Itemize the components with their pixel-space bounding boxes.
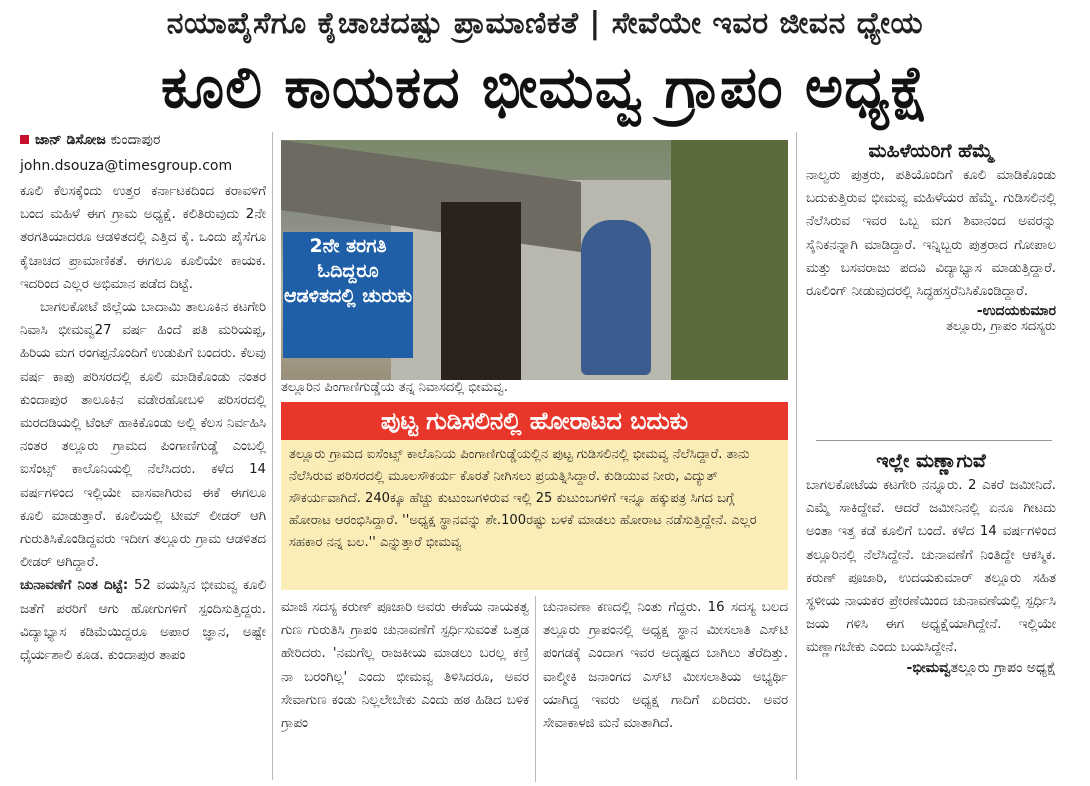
- column-divider: [796, 132, 797, 780]
- signature-role: ತಲ್ಲೂರು ಗ್ರಾಪಂ ಅಧ್ಯಕ್ಷೆ: [950, 659, 1056, 676]
- paragraph: 52 ವಯಸ್ಸಿನ ಭೀಮವ್ವ ಕೂಲಿ ಜತೆಗೆ ಪರರಿಗೆ ಆಗು ಹೋಗುಗಳಿಗೆ ಸ್ಪಂದಿಸುತ್ತಿದ್ದರು. ವಿದ್ಯಾಭ್ಯಾಸ ಕಡಿಮೆಯಿದ್ದರೂ ಅಪಾರ ಜ್ಞಾನ, ಅಷ್ಟೇ ಧೈರ್ಯಶಾಲಿ ಕೂಡ. ಕುಂದಾಪುರ ತಾಪಂ: [20, 578, 266, 664]
- column-2: ಮಾಜಿ ಸದಸ್ಯ ಕರುಣ್ ಪೂಜಾರಿ ಅವರು ಈಕೆಯ ನಾಯಕತ್ವ ಗುಣ ಗುರುತಿಸಿ ಗ್ರಾಪಂ ಚುನಾವಣೆಗೆ ಸ್ಪರ್ಧಿಸುವಂತೆ ಒತ್ತಡ ಹೇರಿದರು. 'ನಮಗೆಲ್ಲ ರಾಜಕೀಯ ಮಾಡಲು ಬರಲ್ಲ ಕಣ್ರಿ ನಾ ಬರಂಗಿಲ್ಲ' ಎಂದು ಭೀಮವ್ವ ತಿಳಿಸಿದರೂ, ಅವರ ಸೇವಾಗುಣ ಕಂಡು ನಿಲ್ಲಲೇಬೇಕು ಎಂದು ಹಠ ಹಿಡಿದ ಬಳಿಕ ಗ್ರಾಪಂ: [281, 600, 529, 732]
- box-title: ಪುಟ್ಟ ಗುಡಿಸಲಿನಲ್ಲಿ ಹೋರಾಟದ ಬದುಕು: [281, 402, 788, 440]
- doorway-shape: [441, 202, 521, 380]
- bullet-square-icon: [20, 135, 29, 144]
- column-divider: [272, 132, 273, 780]
- sidebar-signature: [806, 660, 1056, 676]
- paragraph: ಕೂಲಿ ಕೆಲಸಕ್ಕೆಂದು ಉತ್ತರ ಕರ್ನಾಟಕದಿಂದ ಕರಾವಳಿಗೆ ಬಂದ ಮಹಿಳೆ ಈಗ ಗ್ರಾಮ ಅಧ್ಯಕ್ಷೆ. ಕಲಿತಿರುವುದು 2ನೇ ತರಗತಿಯಾದರೂ ಆಡಳಿತದಲ್ಲಿ ಎತ್ತಿದ ಕೈ. ಒಂದು ಪೈಸೆಗೂ ಕೈಚಾಚದ ಪ್ರಾಮಾಣಿಕತೆ. ಈಗಲೂ ಕೂಲಿಯೇ ಕಾಯಕ. ಇದರಿಂದ ಎಲ್ಲರ ಅಭಿಮಾನ ಪಡೆದ ದಿಟ್ಟೆ.: [20, 184, 266, 292]
- sidebar-quote-2: [806, 450, 1056, 676]
- dateline-place: ಕುಂದಾಪುರ: [110, 132, 161, 148]
- signature-name: -ಭೀಮವ್ವ: [906, 659, 951, 676]
- paragraph: ಬಾಗಲಕೋಟೆ ಜಿಲ್ಲೆಯ ಬಾದಾಮಿ ತಾಲೂಕಿನ ಕಟಗೇರಿ ನಿವಾಸಿ ಭೀಮವ್ವ27 ವರ್ಷ ಹಿಂದೆ ಪತಿ ಮರಿಯಪ್ಪ, ಹಿರಿಯ ಮಗ ರಂಗಪ್ಪನೊಂದಿಗೆ ಉಡುಪಿಗೆ ಬಂದರು. ಕೆಲವು ವರ್ಷ ಕಾಪು ಪರಿಸರದಲ್ಲಿ ಕೂಲಿ ಮಾಡಿಕೊಂಡು ನಂತರ ಕುಂದಾಪುರ ತಾಲೂಕಿನ ವಡೇರಹೋಬಳಿ ಪರಿಸರದಲ್ಲಿ ಮರದಡಿಯಲ್ಲಿ ಟೆಂಟ್ ಹಾಕಿಕೊಂಡು ಅಲ್ಲಿ ಕೆಲಸ ನಿರ್ವಹಿಸಿ ನಂತರ ತಲ್ಲೂರು ಗ್ರಾಮದ ಪಿಂಗಾಣಿಗುಡ್ಡೆ ಎಂಬಲ್ಲಿ ಐಸೆಂಟ್ಸ್ ಕಾಲೊನಿಯಲ್ಲಿ ನೆಲೆಸಿದರು. ಕಳೆದ 14 ವರ್ಷಗಳಿಂದ ಇಲ್ಲಿಯೇ ವಾಸವಾಗಿರುವ ಈಕೆ ಈಗಲೂ ಕೂಲಿ ಮಾಡುತ್ತಾರೆ. ಕೂಲಿಯಲ್ಲಿ ಟೀಮ್ ಲೀಡರ್ ಆಗಿ ಗುರುತಿಸಿಕೊಂಡಿದ್ದವರು ಇದೀಗ ತಲ್ಲೂರು ಗ್ರಾಮ ಆಡಳಿತದ ಲೀಡರ್ ಆಗಿದ್ದಾರೆ.: [20, 300, 266, 571]
- sidebar-quote-1: [806, 140, 1056, 334]
- author: ಜಾನ್ ಡಿಸೋಜ: [35, 132, 106, 148]
- kicker: ನಯಾಪೈಸೆಗೂ ಕೈಚಾಚದಷ್ಟು ಪ್ರಾಮಾಣಿಕತೆ | ಸೇವೆಯೇ ಇವರ ಜೀವನ ಧ್ಯೇಯ: [166, 6, 924, 41]
- box-text: ತಲ್ಲೂರು ಗ್ರಾಮದ ಐಸೆಂಟ್ಸ್ ಕಾಲೊನಿಯ ಪಿಂಗಾಣಿಗುಡ್ಡೆಯಲ್ಲಿನ ಪುಟ್ಟ ಗುಡಿಸಲಿನಲ್ಲಿ ಭೀಮವ್ವ ನೆಲೆಸಿದ್ದಾರೆ. ತಾನು ನೆಲೆಸಿರುವ ಪರಿಸರದಲ್ಲಿ ಮೂಲಸೌಕರ್ಯ ಕೊರತೆ ನೀಗಿಸಲು ಪ್ರಯತ್ನಿಸಿದ್ದಾರೆ. ಕುಡಿಯುವ ನೀರು, ವಿದ್ಯುತ್ ಸೌಕರ್ಯವಾಗಿದೆ. 240ಕ್ಕೂ ಹೆಚ್ಚು ಕುಟುಂಬಗಳಿರುವ ಇಲ್ಲಿ 25 ಕುಟುಂಬಗಳಿಗೆ ಇನ್ನೂ ಹಕ್ಕುಪತ್ರ ಸಿಗದ ಬಗ್ಗೆ ಹೋರಾಟ ಆರಂಭಿಸಿದ್ದಾರೆ. ''ಅಧ್ಯಕ್ಷ ಸ್ಥಾನವನ್ನು ಶೇ.100ರಷ್ಟು ಬಳಕೆ ಮಾಡಲು ಹೋರಾಟ ನಡೆಸುತ್ತಿದ್ದೇನೆ. ಎಲ್ಲರ ಸಹಕಾರ ನನ್ನ ಬಲ.'' ಎನ್ನುತ್ತಾರೆ ಭೀಮವ್ವ: [281, 440, 788, 590]
- headline: ಕೂಲಿ ಕಾಯಕದ ಭೀಮವ್ವ ಗ್ರಾಪಂ ಅಧ್ಯಕ್ಷೆ: [161, 53, 929, 121]
- column-1: [20, 180, 266, 780]
- sidebar-signature-role: ತಲ್ಲೂರು, ಗ್ರಾಪಂ ಸದಸ್ಯರು: [946, 319, 1056, 335]
- sidebar-title: ಮಹಿಳೆಯರಿಗೆ ಹೆಮ್ಮೆ: [868, 140, 994, 162]
- column-3: ಚುನಾವಣಾ ಕಣದಲ್ಲಿ ನಿಂತು ಗೆದ್ದರು. 16 ಸದಸ್ಯ ಬಲದ ತಲ್ಲೂರು ಗ್ರಾಪಂನಲ್ಲಿ ಅಧ್ಯಕ್ಷ ಸ್ಥಾನ ಮೀಸಲಾತಿ ಎಸ್‌ಟಿ ಪಂಗಡಕ್ಕೆ ಎಂದಾಗ ಇವರ ಅದೃಷ್ಟದ ಬಾಗಿಲು ತೆರೆದಿತ್ತು. ವಾಲ್ಮೀಕಿ ಜನಾಂಗದ ಎಸ್‌ಟಿ ಮೀಸಲಾತಿಯ ಅಭ್ಯರ್ಥಿ ಯಾಗಿದ್ದ ಇವರು ಅಧ್ಯಕ್ಷ ಗಾದಿಗೆ ಏರಿದರು. ಅವರ ಸೇವಾಕಾಳಜಿ ಮನೆ ಮಾತಾಗಿದೆ.: [543, 600, 788, 732]
- sidebar-text: ಬಾಗಲಕೋಟೆಯ ಕಟಗೇರಿ ನನ್ನೂರು. 2 ಎಕರೆ ಜಮೀನಿದೆ. ಎಮ್ಮೆ ಸಾಕಿದ್ದೇವೆ. ಆದರೆ ಜಮೀನಿನಲ್ಲಿ ಏನೂ ಗೀಟದು ಅಂತಾ ಇತ್ತ ಕಡೆ ಕೂಲಿಗೆ ಬಂದೆ. ಕಳೆದ 14 ವರ್ಷಗಳಿಂದ ತಲ್ಲೂರಿನಲ್ಲಿ ನೆಲೆಸಿದ್ದೇನೆ. ಚುನಾವಣೆಗೆ ನಿಂತಿದ್ದೇ ಆಕಸ್ಮಿಕ. ಕರುಣ್ ಪೂಜಾರಿ, ಉದಯಕುಮಾರ್ ತಲ್ಲೂರು ಸಹಿತ ಸ್ಥಳೀಯ ನಾಯಕರ ಪ್ರೇರಣೆಯಿಂದ ಚುನಾವಣೆಯಲ್ಲಿ ಸ್ಪರ್ಧಿಸಿ ಜಯ ಗಳಿಸಿ ಈಗ ಅಧ್ಯಕ್ಷೆಯಾಗಿದ್ದೇನೆ. ಇಲ್ಲಿಯೇ ಮಣ್ಣಾಗಬೇಕು ಎಂದು ಬಯಸಿದ್ದೇನೆ.: [806, 478, 1056, 656]
- column-divider: [535, 596, 536, 782]
- person-figure: [581, 220, 651, 375]
- subhead-inline: ಚುನಾವಣೆಗೆ ನಿಂತ ದಿಟ್ಟೆ:: [20, 578, 129, 594]
- sidebar-text: ನಾಲ್ವರು ಪುತ್ರರು, ಪತಿಯೊಂದಿಗೆ ಕೂಲಿ ಮಾಡಿಕೊಂಡು ಬದುಕುತ್ತಿರುವ ಭೀಮವ್ವ ಮಹಿಳೆಯರ ಹೆಮ್ಮೆ. ಗುಡಿಸಲಿನಲ್ಲಿ ನೆಲೆಸಿರುವ ಇವರ ಒಬ್ಬ ಮಗ ಶಿವಾನಂದ ಅವರನ್ನು ಸೈನಿಕನನ್ನಾಗಿ ಮಾಡಿದ್ದಾರೆ. ಇನ್ನಿಬ್ಬರು ಪುತ್ರರಾದ ಗೋಪಾಲ ಮತ್ತು ಬಸವರಾಜು ಪದವಿ ವಿದ್ಯಾಭ್ಯಾಸ ಮಾಡುತ್ತಿದ್ದಾರೆ. ರೂಲಿಂಗ್ ನೀಡುವುದರಲ್ಲಿ ಸಿದ್ಧಹಸ್ತರೆನಿಸಿಕೊಂಡಿದ್ದಾರೆ.: [806, 168, 1056, 300]
- photo-overlay-box: 2ನೇ ತರಗತಿ ಓದಿದ್ದರೂ ಆಡಳಿತದಲ್ಲಿ ಚುರುಕು: [283, 232, 413, 358]
- byline: [20, 132, 160, 148]
- divider: [816, 440, 1052, 441]
- sidebar-signature: -ಉದಯಕುಮಾರ: [976, 303, 1056, 320]
- sidebar-title: ಇಲ್ಲೇ ಮಣ್ಣಾಗುವೆ: [876, 450, 986, 472]
- photo-caption: ತಲ್ಲೂರಿನ ಪಿಂಗಾಣಿಗುಡ್ಡೆಯ ತನ್ನ ನಿವಾಸದಲ್ಲಿ ಭೀಮವ್ವ.: [281, 380, 508, 395]
- trees-shape: [671, 140, 788, 380]
- author-email[interactable]: john.dsouza@timesgroup.com: [20, 158, 233, 174]
